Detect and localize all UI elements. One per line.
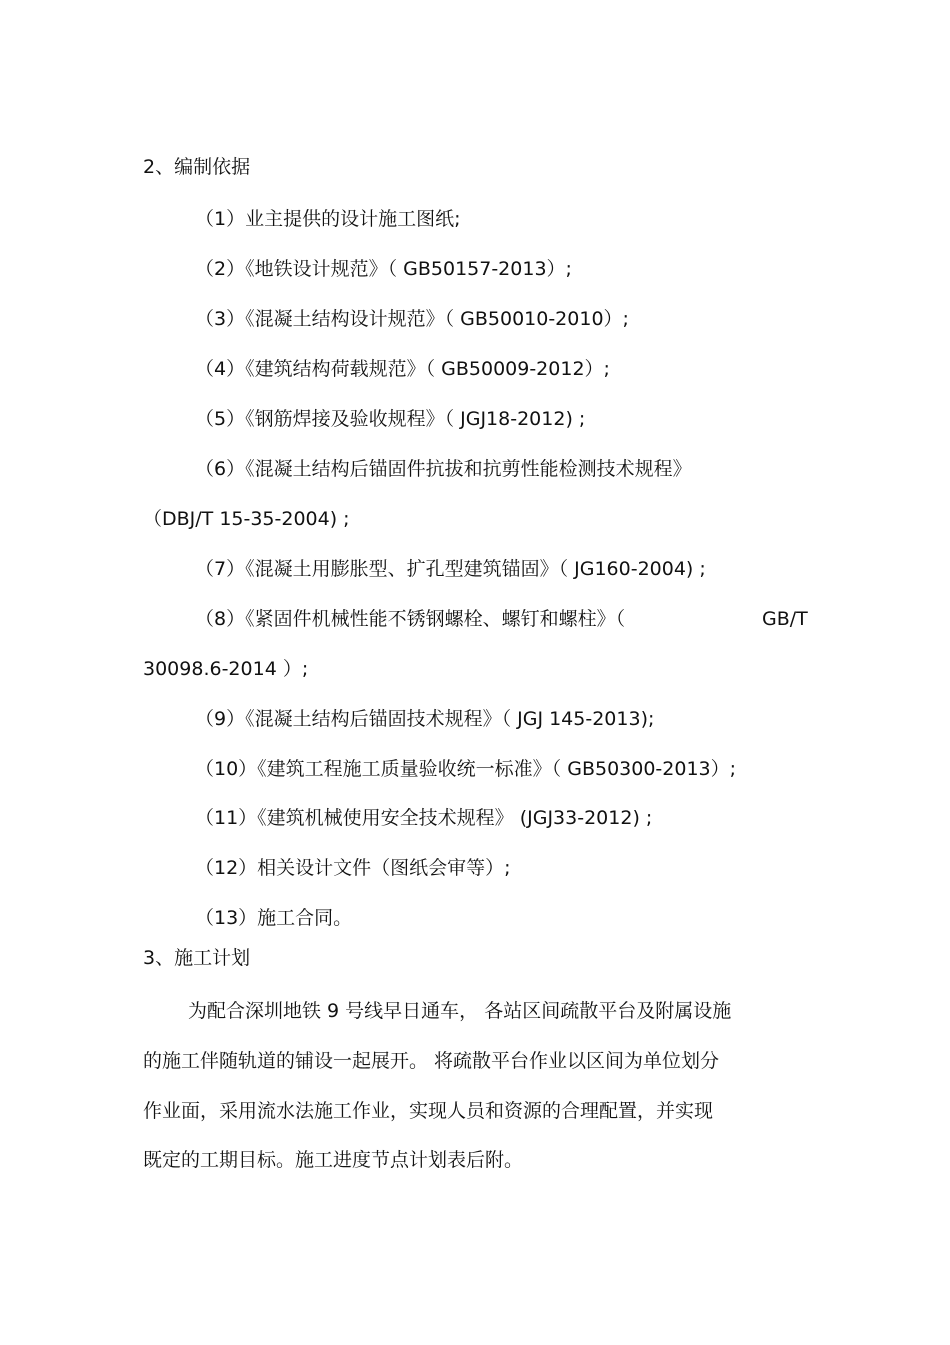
list-item: （1）业主提供的设计施工图纸;: [195, 208, 461, 230]
list-item: （7）《混凝土用膨胀型、扩孔型建筑锚固》（ JG160-2004) ;: [195, 558, 706, 580]
list-item: （12）相关设计文件（图纸会审等）;: [195, 857, 511, 879]
paragraph-line: 作业面，采用流水法施工作业，实现人员和资源的合理配置，并实现: [143, 1100, 714, 1122]
paragraph-line: 为配合深圳地铁 9 号线早日通车， 各站区间疏散平台及附属设施: [188, 1000, 732, 1022]
list-item: （3）《混凝土结构设计规范》（ GB50010-2010）;: [195, 308, 629, 330]
section-heading-plan: 3、施工计划: [143, 947, 251, 969]
list-item: （6）《混凝土结构后锚固件抗拔和抗剪性能检测技术规程》: [195, 458, 692, 480]
list-item: （8）《紧固件机械性能不锈钢螺栓、螺钉和螺柱》（: [195, 608, 626, 630]
list-item: （10）《建筑工程施工质量验收统一标准》（ GB50300-2013）;: [195, 758, 737, 780]
standard-code-prefix: GB/T: [762, 608, 808, 630]
list-item-continuation: 30098.6-2014 ）;: [143, 658, 309, 680]
list-item: （11）《建筑机械使用安全技术规程》 (JGJ33-2012) ;: [195, 807, 653, 829]
list-item: （5）《钢筋焊接及验收规程》（ JGJ18-2012) ;: [195, 408, 586, 430]
list-item: （9）《混凝土结构后锚固技术规程》（ JGJ 145-2013);: [195, 708, 655, 730]
list-item-continuation: （DBJ/T 15-35-2004) ;: [143, 508, 350, 530]
section-heading-basis: 2、编制依据: [143, 156, 251, 178]
paragraph-line: 既定的工期目标。施工进度节点计划表后附。: [143, 1149, 524, 1171]
paragraph-line: 的施工伴随轨道的铺设一起展开。 将疏散平台作业以区间为单位划分: [143, 1050, 720, 1072]
list-item: （4）《建筑结构荷载规范》（ GB50009-2012）;: [195, 358, 610, 380]
list-item: （2）《地铁设计规范》（ GB50157-2013）;: [195, 258, 572, 280]
list-item: （13）施工合同。: [195, 907, 353, 929]
